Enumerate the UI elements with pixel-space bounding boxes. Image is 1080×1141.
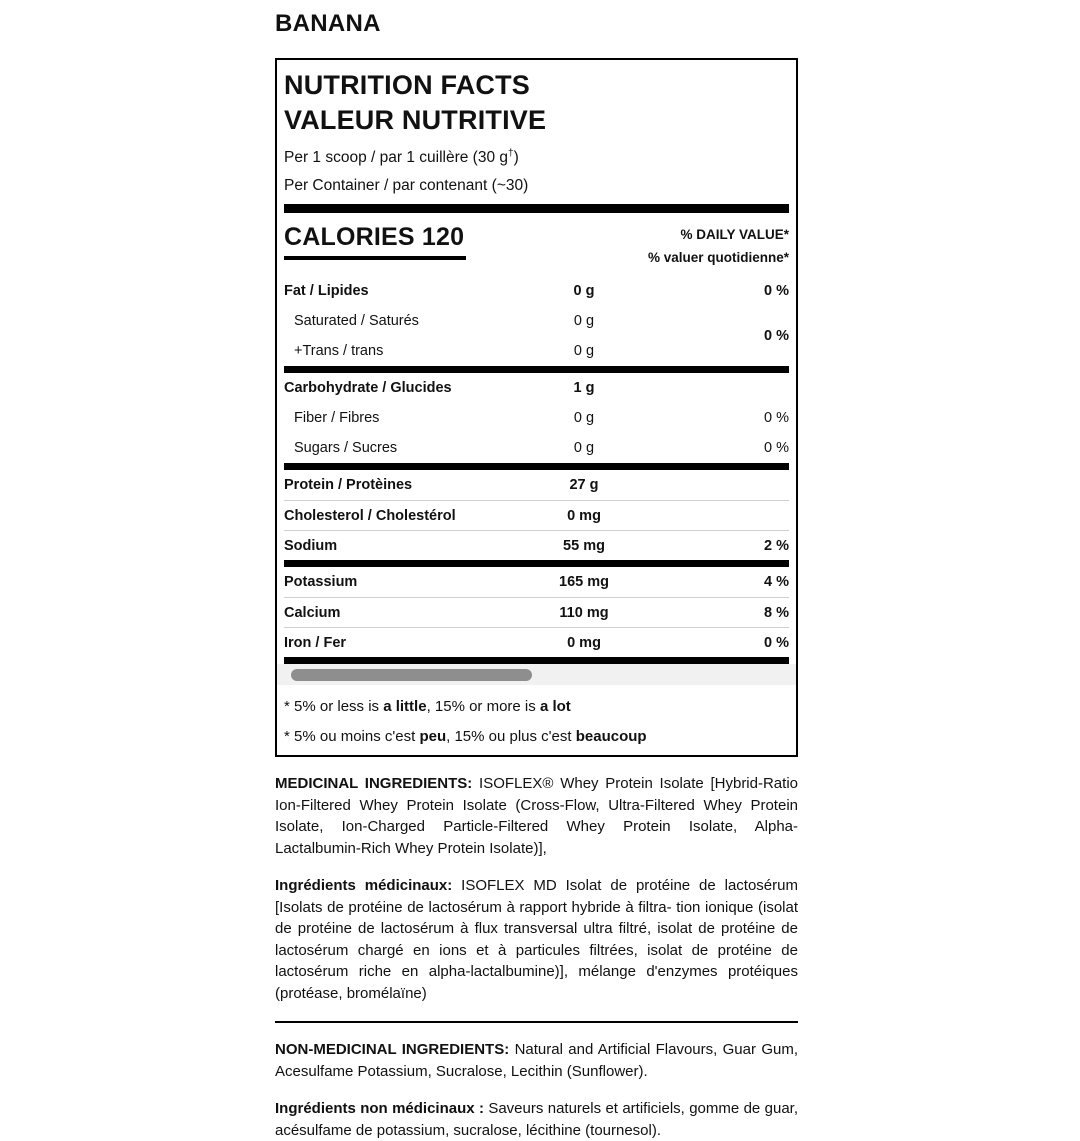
footnote-text: a little [383, 698, 427, 716]
nutrient-amount: 0 g [573, 440, 595, 457]
footnote-text: , 15% or more is [426, 698, 540, 716]
daily-value-footnote [284, 698, 789, 715]
ingredients-paragraph [275, 875, 798, 1004]
serving-size-suffix: ) [513, 149, 519, 167]
nutrient-label: Calcium [284, 604, 341, 621]
nutrient-row [284, 567, 789, 597]
nutrient-row [284, 597, 789, 627]
servings-per-container-line: Per Container / par contenant (~30) [284, 177, 529, 195]
nutrient-percent: 0 % [764, 410, 789, 427]
ingredients-paragraph [275, 773, 798, 859]
section-divider-bar [284, 657, 789, 664]
daily-value-header-fr: % valuer quotidienne* [647, 250, 789, 266]
daily-value-footnote [284, 728, 789, 745]
nutrient-row [284, 306, 789, 336]
nutrient-label: Fiber / Fibres [294, 410, 380, 427]
calories-header [284, 223, 789, 269]
nutrient-label: Potassium [284, 574, 358, 591]
daily-value-header-en: % DAILY VALUE* [680, 227, 789, 243]
ingredients-paragraph-text: Saveurs naturels et artificiels, gomme de guar, acésulfame de potassium, sucralose, lécithine (tournesol). [275, 1100, 799, 1139]
nutrient-percent: 0 % [764, 440, 789, 457]
nutrient-amount: 0 g [573, 283, 595, 300]
nutrient-amount: 1 g [573, 380, 595, 397]
nutrient-label: Sugars / Sucres [294, 440, 398, 457]
calories-value: CALORIES 120 [284, 223, 466, 260]
footnote-text: a lot [539, 698, 571, 716]
ingredients-divider-rule [275, 1021, 798, 1023]
section-divider-bar [284, 463, 789, 470]
panel-title-fr: VALEUR NUTRITIVE [284, 105, 547, 135]
scrollbar-track [277, 664, 796, 685]
footnote-text: , 15% ou plus c'est [446, 728, 576, 746]
shared-percent-value: 0 % [764, 328, 789, 345]
section-divider-bar [284, 560, 789, 567]
ingredients-paragraph-lead: Ingrédients non médicinaux : [275, 1100, 484, 1118]
ingredients-paragraph-text: ISOFLEX MD Isolat de protéine de lactosérum [Isolats de protéine de lactosérum à rapport hybride à filtra- tion ionique (isolat de protéine de lactosérum à flux transversal ultra filtré, isolat de protéine de lactosérum chargé en ions et à particules filtrées, isolat de protéine de lactosérum riche en alpha-lactalbumine)], mélange d'enzymes protéiques (protéase, bromélaïne) [275, 877, 798, 1002]
nutrient-amount: 165 mg [559, 574, 609, 591]
ingredients-paragraph-lead: MEDICINAL INGREDIENTS: [275, 775, 473, 793]
ingredients-section [275, 773, 798, 1141]
panel-title-en: NUTRITION FACTS [284, 70, 530, 100]
nutrient-section [284, 276, 789, 366]
nutrient-row [284, 500, 789, 530]
nutrient-label: Carbohydrate / Glucides [284, 380, 452, 397]
nutrient-table [284, 276, 789, 664]
ingredients-paragraph-text: Natural and Artificial Flavours, Guar Gum, Acesulfame Potassium, Sucralose, Lecithin (Sunflower). [275, 1041, 798, 1080]
nutrient-percent: 0 % [764, 283, 789, 300]
nutrient-label: Cholesterol / Cholestérol [284, 507, 456, 524]
nutrient-row [284, 433, 789, 463]
nutrient-amount: 27 g [569, 477, 599, 494]
nutrient-amount: 0 g [573, 313, 595, 330]
nutrient-amount: 0 mg [567, 634, 601, 651]
flavor-title: BANANA [275, 10, 381, 37]
nutrient-amount: 0 g [573, 343, 595, 360]
nutrient-row [284, 373, 789, 403]
nutrient-label: Saturated / Saturés [294, 313, 419, 330]
footnote-text: * 5% or less is [284, 698, 384, 716]
footnote-text: peu [419, 728, 447, 746]
nutrient-amount: 0 mg [567, 507, 601, 524]
section-divider-bar [284, 366, 789, 373]
nutrient-section [284, 470, 789, 560]
nutrient-percent: 4 % [764, 574, 789, 591]
ingredients-paragraph-lead: NON-MEDICINAL INGREDIENTS: [275, 1041, 510, 1059]
nutrient-section [284, 373, 789, 463]
nutrient-section [284, 567, 789, 657]
ingredients-paragraph [275, 1039, 798, 1082]
daily-value-header [648, 223, 789, 269]
nutrient-percent: 8 % [764, 604, 789, 621]
nutrient-label: Fat / Lipides [284, 283, 369, 300]
footnote-text: * 5% ou moins c'est [284, 728, 420, 746]
footnotes [284, 698, 789, 745]
nutrient-percent: 2 % [764, 537, 789, 554]
nutrient-amount: 110 mg [559, 604, 609, 621]
footnote-text: beaucoup [575, 728, 647, 746]
nutrient-label: Sodium [284, 537, 338, 554]
ingredients-paragraph-text: ISOFLEX® Whey Protein Isolate [Hybrid-Ratio Ion-Filtered Whey Protein Isolate (Cross-Flow, Ultra-Filtered Whey Protein Isolate, Ion-Charged Particle-Filtered Whey Protein Isolate, Alpha-Lactalbumin-Rich Whey Protein Isolate)], [275, 775, 798, 857]
serving-size-text: Per 1 scoop / par 1 cuillère (30 g [284, 149, 509, 167]
dagger-symbol: † [508, 148, 514, 159]
ingredients-paragraph [275, 1098, 798, 1141]
ingredients-paragraph-lead: Ingrédients médicinaux: [275, 877, 453, 895]
nutrient-amount: 55 mg [563, 537, 605, 554]
serving-size-line [284, 148, 789, 167]
nutrient-row [284, 276, 789, 306]
nutrient-label: Iron / Fer [284, 634, 347, 651]
scrollbar-thumb[interactable] [291, 669, 532, 681]
label-content [275, 0, 798, 1141]
nutrient-label: Protein / Protèines [284, 477, 413, 494]
nutrient-row [284, 530, 789, 560]
nutrient-row [284, 627, 789, 657]
panel-title [284, 68, 789, 138]
divider-bar-top [284, 204, 789, 213]
nutrient-row [284, 403, 789, 433]
nutrient-amount: 0 g [573, 410, 595, 427]
nutrient-row [284, 470, 789, 500]
nutrient-label: +Trans / trans [294, 343, 384, 360]
nutrient-percent: 0 % [764, 634, 789, 651]
nutrient-row [284, 336, 789, 366]
nutrition-facts-panel [275, 58, 798, 757]
